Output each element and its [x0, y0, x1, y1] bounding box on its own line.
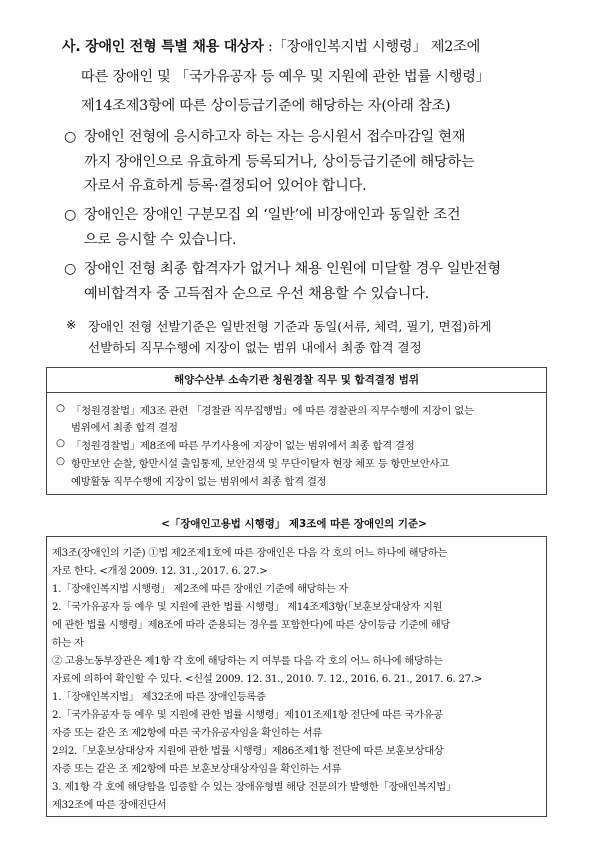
law-line: 자증 또는 같은 조 제2항에 따른 보훈보상대상자임을 확인하는 서류	[52, 764, 342, 775]
duty-scope-title: 해양수산부 소속기관 청원경찰 직무 및 합격결정 범위	[47, 368, 546, 393]
law-line: 제32조에 따른 장애진단서	[52, 800, 167, 811]
law-line: 1.「장애인복지법」 제32조에 따른 장애인등록증	[52, 692, 266, 703]
note-marker: ※	[66, 317, 77, 332]
law-text-box	[46, 536, 547, 817]
box-item-1-line1: 「청원경찰법」제3조 관련 「경찰관 직무집행법」에 따른 경찰관의 직무수행에 지장이 없는	[71, 405, 474, 417]
note-line2: 선발하되 직무수행에 지장이 없는 범위 내에서 최종 합격 결정	[88, 340, 422, 355]
law-line: 자증 또는 같은 조 제2항에 따른 국가유공자임을 확인하는 서류	[52, 728, 322, 739]
section-heading-line3: 제14조제3항에 따른 상이등급기준에 해당하는 자(아래 참조)	[81, 98, 451, 114]
law-line: 자로 한다. <개정 2009. 12. 31., 2017. 6. 27.>	[52, 566, 268, 577]
box-item-marker: ○	[56, 402, 65, 414]
section-heading-label: 사. 장애인 전형 특별 채용 대상자	[62, 39, 264, 55]
section-heading-line2: 따른 장애인 및 「국가유공자 등 예우 및 지원에 관한 법률 시행령」	[81, 69, 490, 85]
box-item-3-line2: 예방활동 직무수행에 지장이 없는 범위에서 최종 합격 결정	[71, 476, 327, 488]
box-item-3-line1: 항만보안 순찰, 항만시설 출입통제, 보안검색 및 무단이탈자 현장 체포 등 항만보안사고	[71, 458, 450, 470]
law-line: 2의2.「보훈보상대상자 지원에 관한 법률 시행령」제86조제1항 전단에 따른 보훈보상대상	[52, 746, 444, 757]
bullet-3-line2: 예비합격자 중 고득점자 순으로 우선 채용할 수 있습니다.	[84, 286, 430, 302]
box-item-marker: ○	[56, 455, 65, 467]
box-item-1-line2: 범위에서 최종 합격 결정	[71, 422, 178, 434]
bullet-marker: ○	[64, 129, 77, 145]
law-line: 3. 제1항 각 호에 해당함을 입증할 수 있는 장애유형별 해당 전문의가 발행한「장애인복지법」	[52, 782, 456, 793]
law-line: 제3조(장애인의 기준) ①법 제2조제1호에 따른 장애인은 다음 각 호의 어느 하나에 해당하는	[52, 548, 448, 559]
law-line: 2.「국가유공자 등 예우 및 지원에 관한 법률 시행령」제101조제1항 전단에 따른 국가유공	[52, 710, 443, 721]
law-caption: <「장애인고용법 시행령」 제3조에 따른 장애인의 기준>	[161, 518, 427, 530]
bullet-1-line2: 까지 장애인으로 유효하게 등록되거나, 상이등급기준에 해당하는	[84, 154, 475, 170]
bullet-marker: ○	[64, 261, 77, 277]
law-line: 자료에 의하여 확인할 수 있다. <신설 2009. 12. 31., 2010. 7. 12., 2016. 6. 21., 2017. 6. 27.>	[52, 674, 483, 685]
box-item-marker: ○	[56, 437, 65, 449]
bullet-1-line1: 장애인 전형에 응시하고자 하는 자는 응시원서 접수마감일 현재	[84, 129, 466, 145]
law-line: 2.「국가유공자 등 예우 및 지원에 관한 법률 시행령」 제14조제3항(「보훈보상대상자 지원	[52, 602, 443, 613]
law-line: 에 관한 법률 시행령」제8조에 따라 준용되는 경우를 포함한다)에 따른 상이등급 기준에 해당	[52, 620, 451, 631]
law-line: ② 고용노동부장관은 제1항 각 호에 해당하는 지 여부를 다음 각 호의 어느 하나에 해당하는	[52, 656, 443, 667]
law-line: 1.「장애인복지법 시행령」 제2조에 따른 장애인 기준에 해당하는 자	[52, 584, 349, 595]
box-item-2-line1: 「청원경찰법」제8조에 따른 무기사용에 지장이 없는 범위에서 최종 합격 결정	[71, 440, 415, 452]
duty-scope-box	[46, 367, 547, 495]
section-heading-line1	[62, 40, 480, 54]
bullet-2-line2: 으로 응시할 수 있습니다.	[84, 232, 237, 248]
bullet-2-line1: 장애인은 장애인 구분모집 외 ‘일반’에 비장애인과 동일한 조건	[84, 207, 461, 223]
section-heading-rest: :「장애인복지법 시행령」 제2조에	[268, 39, 481, 55]
bullet-1-line3: 자로서 유효하게 등록·결정되어 있어야 합니다.	[84, 178, 367, 194]
bullet-marker: ○	[64, 207, 77, 223]
law-line: 하는 자	[52, 638, 84, 649]
note-line1: 장애인 전형 선발기준은 일반전형 기준과 동일(서류, 체력, 필기, 면접)하게	[88, 319, 492, 334]
bullet-3-line1: 장애인 전형 최종 합격자가 없거나 채용 인원에 미달할 경우 일반전형	[84, 261, 501, 277]
